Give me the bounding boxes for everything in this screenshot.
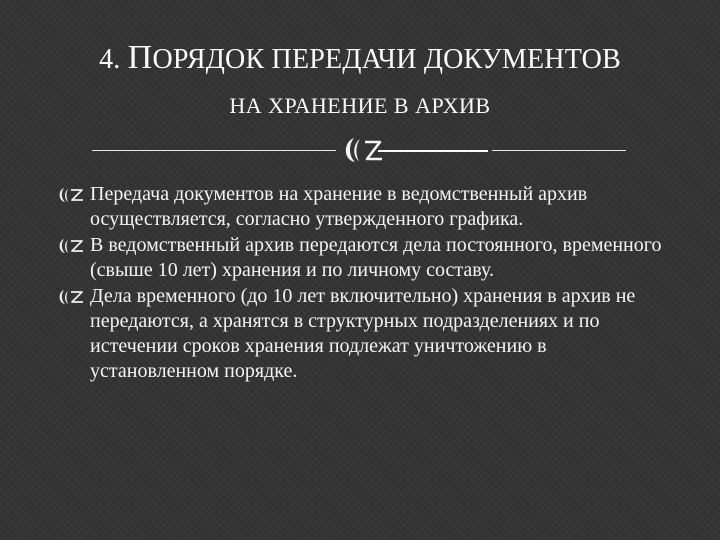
title-line-1 xyxy=(0,38,720,80)
title-line-1-rest: ОРЯДОК ПЕРЕДАЧИ ДОКУМЕНТОВ xyxy=(152,44,621,75)
bullet-item xyxy=(58,284,678,384)
title-first-letter: П xyxy=(127,39,153,76)
bullet-item xyxy=(58,233,678,283)
title-line-2: НА ХРАНЕНИЕ В АРХИВ xyxy=(229,93,491,118)
title-number: 4. xyxy=(99,44,121,75)
flourish-icon xyxy=(340,132,386,166)
bullet-text: В ведомственный архив передаются дела постоянного, временного (свыше 10 лет) хранения и по личному составу. xyxy=(90,234,662,281)
title-divider xyxy=(0,128,720,168)
flourish-bullet-icon xyxy=(58,288,86,306)
bullet-text: Передача документов на хранение в ведомственный архив осуществляется, согласно утвержденного графика. xyxy=(90,183,588,230)
bullet-list xyxy=(58,182,678,385)
slide-title xyxy=(0,38,720,120)
flourish-bullet-icon xyxy=(58,186,86,204)
divider-rule-middle xyxy=(378,150,488,152)
divider-rule-right xyxy=(492,150,626,151)
bullet-text: Дела временного (до 10 лет включительно) хранения в архив не передаются, а хранятся в структурных подразделениях и по истечении сроков хранения подлежат уничтожению в установленном порядке. xyxy=(90,285,636,382)
bullet-item xyxy=(58,182,678,232)
flourish-bullet-icon xyxy=(58,237,86,255)
divider-rule-left xyxy=(92,150,336,151)
